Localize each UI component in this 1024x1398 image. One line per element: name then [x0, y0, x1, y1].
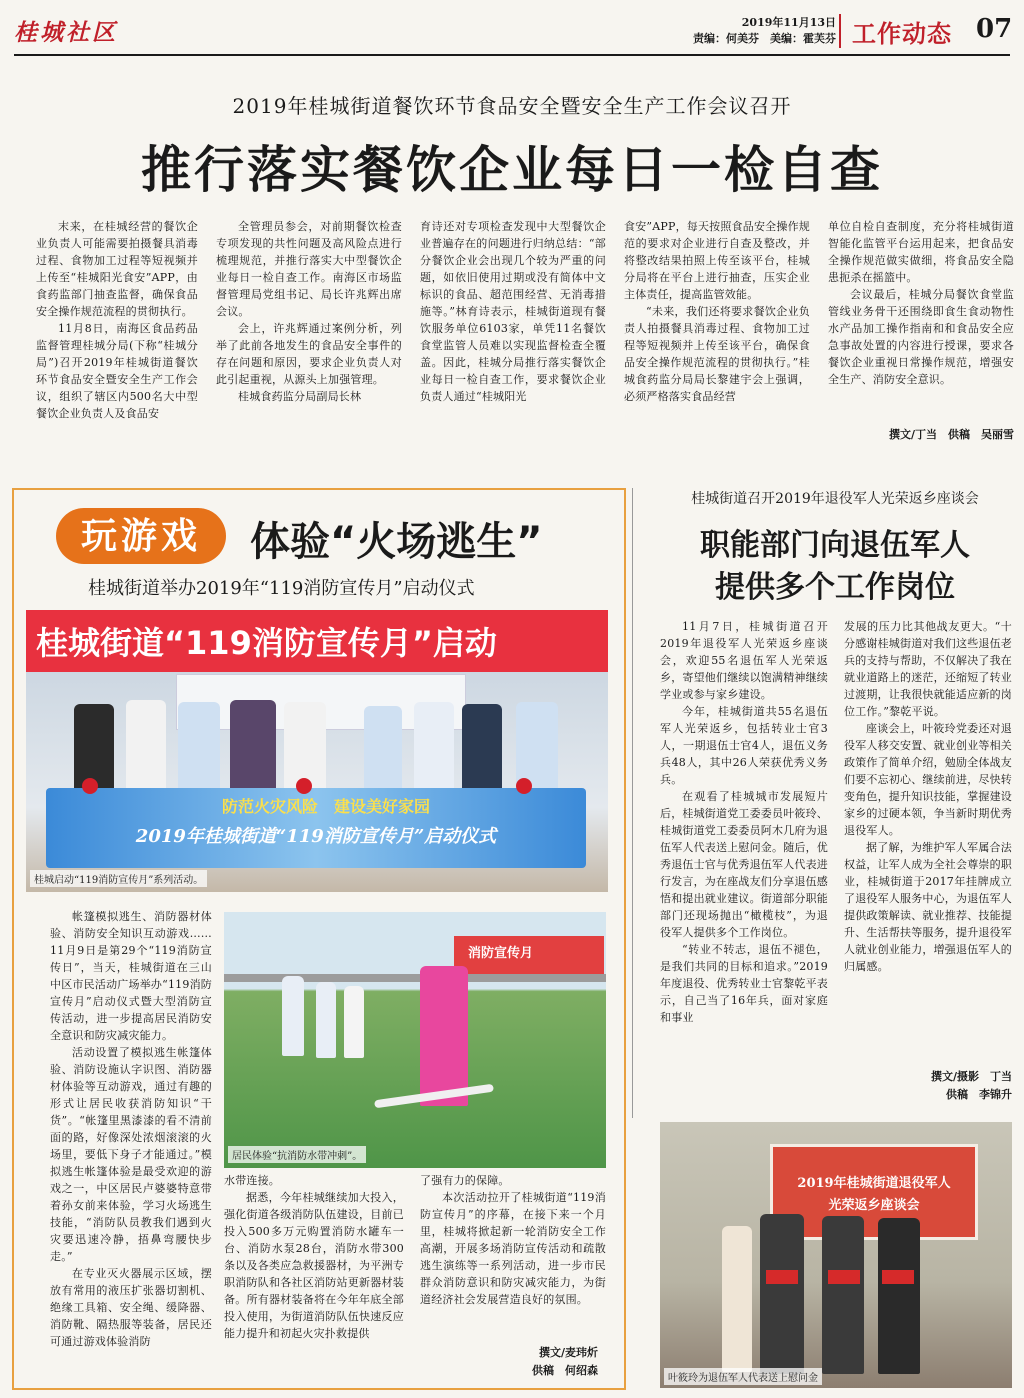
article1-byline: 撰文/丁当 供稿 吴丽雪 [888, 428, 1014, 441]
section-name: 工作动态 [852, 19, 952, 48]
paragraph: 本次活动拉开了桂城街道“119消防宣传月”的序幕，在接下来一个月里，桂城将掀起新一轮消防安全工作高潮，开展多场消防宣传活动和疏散逃生演练等一系列活动，进一步市民群众消防意识和防灾减灾能力，为街道经济社会发展营造良好的氛围。 [420, 1191, 606, 1306]
paragraph: 单位自检自查制度，充分将桂城街道智能化监管平台运用起来，把食品安全操作规范做实做细，将食品安全隐患扼杀在摇篮中。 [828, 220, 1014, 284]
article2-column-3 [420, 1172, 606, 1342]
article1-column-3 [420, 218, 606, 454]
screen-text-line-1: 2019年桂城街道退役军人 [797, 1176, 951, 1191]
article3-title-line-1: 职能部门向退伍军人 [700, 528, 970, 563]
article1-title: 推行落实餐饮企业每日一检自查 [141, 141, 883, 199]
paragraph: 食安”APP，每天按照食品安全操作规范的要求对企业进行自查及整改，并将整改结果拍照上传至该平台，桂城分局将在平台上进行抽查，压实企业主体责任，提高监管效能。 [624, 220, 810, 301]
paragraph: 育诗还对专项检查发现中大型餐饮企业普遍存在的问题进行归纳总结：“部分餐饮企业会出现几个较为严重的问题，如依旧使用过期或没有简体中文标识的食品、超范围经营、无消毒措施等。”林育诗表示，桂城街道现有餐饮服务单位6103家，单凭11名餐饮食堂监管人员难以实现监督检查全覆盖。因此，桂城分局推行落实餐饮企业每日一检自查工作，要求餐饮企业负责人通过“桂城阳光 [420, 220, 606, 403]
paragraph: 活动设置了模拟逃生帐篷体验、消防设施认字识图、消防器材体验等互动游戏，通过有趣的形式让居民收获消防知识“干货”。“帐篷里黑漆漆的看不清前面的路，好像深处浓烟滚滚的火场里，要低下身子才能通过。”模拟逃生帐篷体验是最受欢迎的游戏之一，中区居民卢婆婆特意带着孙女前来体验，学习火场逃生技能，“消防队员教我们遇到火灾要迅速冷静，捂鼻弯腰快步走。” [50, 1046, 212, 1263]
article2-title: 体验“火场逃生” [250, 519, 543, 565]
article1-column-5 [828, 218, 1014, 424]
article3-column-2 [844, 618, 1012, 1062]
ceremony-photo-caption: 桂城启动“119消防宣传月”系列活动。 [30, 870, 207, 887]
paragraph: 据了解，为维护军人军属合法权益，让军人成为全社会尊崇的职业，桂城街道于2017年挂牌成立了退役军人服务中心，为退伍军人提供政策解读、就业推荐、技能提升、生活帮扶等服务，提升退役军人就业创业能力，增强退伍军人的归属感。 [844, 841, 1012, 973]
editors-credit: 责编：何美芬 美编：霍芙芬 [693, 32, 836, 45]
paragraph: 水带连接。 [224, 1174, 280, 1187]
article1-column-4 [624, 218, 810, 454]
issue-date: 2019年11月13日 [741, 16, 836, 29]
article1-subtitle: 2019年桂城街道餐饮环节食品安全暨安全生产工作会议召开 [232, 94, 792, 118]
article2-byline-source: 供稿 何绍森 [532, 1364, 598, 1377]
article3-byline-author: 撰文/摄影 丁当 [930, 1070, 1012, 1083]
screen-text-line-2: 光荣返乡座谈会 [828, 1198, 920, 1213]
article2-column-2 [224, 1172, 404, 1376]
masthead-rule [14, 54, 1010, 56]
article2-column-1 [50, 908, 212, 1382]
paragraph: 发展的压力比其他战友更大。“十分感谢桂城街道对我们这些退伍老兵的支持与帮助，不仅解决了我在就业道路上的迷茫，还缩短了转业过渡期，让我很快就能适应新的岗位工作。”黎乾平说。 [844, 620, 1012, 718]
paragraph: 帐篷模拟逃生、消防器材体验、消防安全知识互动游戏……11月9日是第29个“119消防宣传日”，当天，桂城街道在三山中区市民活动广场举办“119消防宣传月”启动仪式暨大型消防宣传活动，进一步提高居民消防安全意识和防灾减灾能力。 [50, 910, 212, 1042]
paragraph: 在专业灭火器展示区域，摆放有常用的液压扩张器切割机、绝缘工具箱、安全绳、缓降器、消防靴、隔热服等装备，居民还可通过游戏体验消防 [50, 1267, 212, 1348]
masthead-divider [839, 14, 841, 48]
paragraph: 11月8日，南海区食品药品监督管理桂城分局(下称“桂城分局”)召开2019年桂城街道餐饮环节食品安全暨安全生产工作会议，组织了辖区内500名大中型餐饮企业负责人及食品安 [36, 322, 198, 420]
paragraph: 据悉，今年桂城继续加大投入，强化街道各级消防队伍建设，目前已投入500多万元购置消防水罐车一台、消防水泵28台，消防水带300条以及各类应急救援器材，为平洲专职消防队和各社区消防站更新器材装备。所有器材装备将在今年年底全部投入使用，为街道消防队伍快速反应能力提升和初起火灾扑救提供 [224, 1191, 404, 1340]
paragraph: 会议最后，桂城分局餐饮食堂监管线业务骨干还围绕即食生食动物性水产品加工操作指南和和食品安全应急事故处置的内容进行授课，要求各餐饮企业重视日常操作规范，增强安全生产、消防安全意识。 [828, 288, 1014, 386]
article1-column-1 [36, 218, 198, 454]
paragraph: 在观看了桂城城市发展短片后，桂城街道党工委委员叶筱玲、桂城街道党工委委员阿木几府为退伍军人代表送上慰问金。随后，优秀退伍士官与优秀退伍军人代表进行发言，为在座战友们分享退伍感悟和提出就业建议。街道部分职能部门还现场抛出“橄榄枝”，为退役军人提供多个工作岗位。 [660, 790, 828, 939]
paragraph: 座谈会上，叶筱玲党委还对退役军人移交安置、就业创业等相关政策作了简单介绍，勉励全体战友们要不忘初心、继续前进，尽快转变角色，提升知识技能，掌握建设家乡的过硬本领，争当新时期优秀退役军人。 [844, 722, 1012, 837]
paragraph: 全管理员参会，对前期餐饮检查专项发现的共性问题及高风险点进行梳理规范，并推行落实大中型餐饮企业每日一检自查工作。南海区市场监督管理局党组书记、局长许兆辉出席会议。 [216, 220, 402, 318]
article1-column-2 [216, 218, 402, 454]
paragraph: 今年，桂城街道共55名退伍军人光荣返乡，包括转业士官3人，一期退伍士官4人，退伍义务兵48人，其中26人荣获优秀义务兵。 [660, 705, 828, 786]
veterans-meeting-photo-caption: 叶筱玲为退伍军人代表送上慰问金 [664, 1368, 822, 1385]
hose-relay-photo-caption: 居民体验“抗消防水带冲刺”。 [228, 1146, 366, 1163]
veterans-meeting-photo [660, 1122, 1012, 1388]
paragraph: 11月7日，桂城街道召开2019年退役军人光荣返乡座谈会，欢迎55名退伍军人光荣返乡，寄望他们继续以饱满精神继续学业或参与家乡建设。 [660, 620, 828, 701]
article2-tag: 玩游戏 [56, 508, 226, 564]
article3-title-line-2: 提供多个工作岗位 [715, 570, 955, 605]
column-divider [632, 488, 633, 1118]
article2-byline-author: 撰文/麦玮炘 [538, 1346, 598, 1359]
article3-byline-source: 供稿 李锦升 [946, 1088, 1012, 1101]
ceremony-photo [26, 610, 608, 892]
paragraph: “转业不转志，退伍不褪色，是我们共同的目标和追求。”2019年度退役、优秀转业士官黎乾平表示，自己当了16年兵，面对家庭和事业 [660, 943, 828, 1024]
paragraph: “未来，我们还将要求餐饮企业负责人拍摄餐具消毒过程、食物加工过程等短视频并上传至该平台，确保食品安全操作规范流程的贯彻执行。”桂城食药监分局局长黎建宇会上强调，必须严格落实食品经营 [624, 305, 810, 403]
paragraph: 末来，在桂城经营的餐饮企业负责人可能需要拍摄餐具消毒过程、食物加工过程等短视频并上传至“桂城阳光食安”APP，由食药监部门抽查监督，确保食品安全操作规范流程的贯彻执行。 [36, 220, 198, 318]
paragraph: 桂城食药监分局副局长林 [238, 390, 362, 403]
article3-column-1 [660, 618, 828, 1130]
paragraph: 会上，许兆辉通过案例分析，列举了此前各地发生的食品安全事件的存在问题和原因，要求企业负责人对此引起重视，从源头上加强管理。 [216, 322, 402, 386]
banner-slogan: 防范火灾风险 建设美好家园 [221, 797, 430, 816]
page-number: 07 [976, 14, 1013, 44]
paper-name: 桂城社区 [14, 19, 118, 46]
banner-main: 2019年桂城街道“119消防宣传月”启动仪式 [135, 826, 497, 847]
hose-relay-photo [224, 912, 606, 1168]
article3-subtitle: 桂城街道召开2019年退役军人光荣返乡座谈会 [691, 491, 979, 507]
article2-subtitle: 桂城街道举办2019年“119消防宣传月”启动仪式 [88, 578, 475, 599]
tent-sign: 消防宣传月 [468, 946, 534, 961]
paragraph: 了强有力的保障。 [420, 1174, 510, 1187]
banner-top-text: 桂城街道“119消防宣传月”启动 [36, 624, 497, 662]
